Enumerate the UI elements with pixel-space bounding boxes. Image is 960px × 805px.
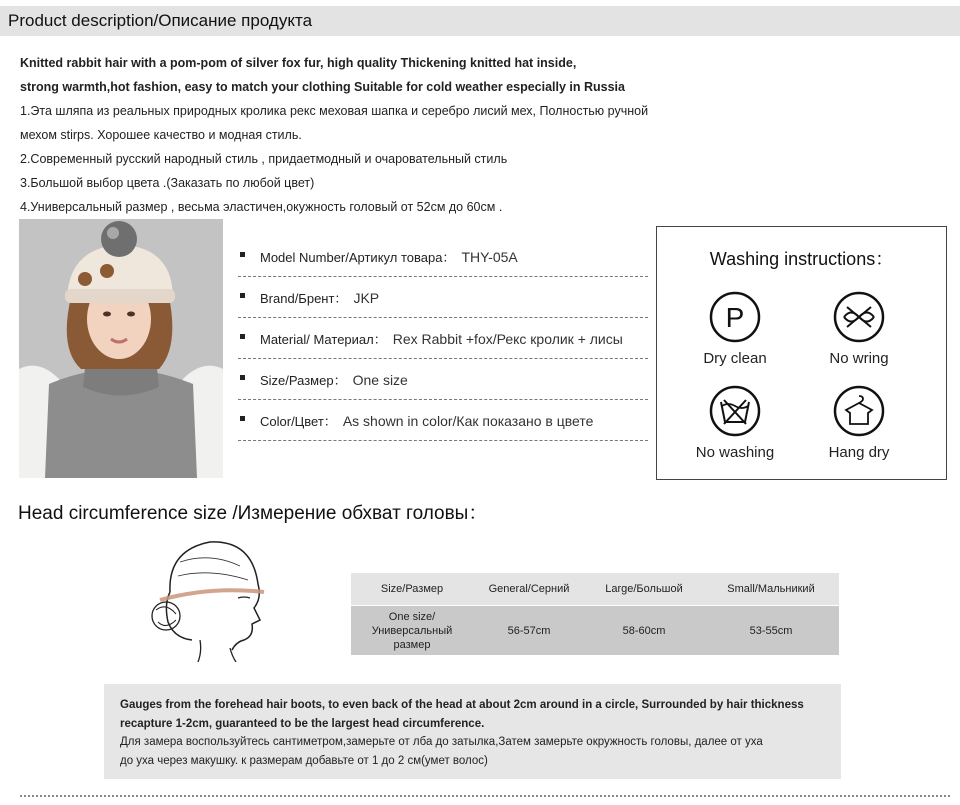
wash-item-no-wring [799,290,919,367]
spec-value: One size [352,372,408,388]
header-cell: Large/Большой [605,583,683,595]
bullet-icon [240,293,245,298]
spec-label: Color/Цвет： As shown in color/Как показано в цвете [260,413,594,429]
spec-row-color [238,400,648,441]
wash-label: Hang dry [828,444,890,461]
wash-item-dry-clean [675,290,795,367]
spec-value: THY-05A [461,249,518,265]
no-wring-icon [832,290,886,344]
section-header [0,6,960,36]
washing-title: Washing instructions： [709,249,894,269]
bullet-icon [240,375,245,380]
description-line: Knitted rabbit hair with a pom-pom of silver fox fur, high quality Thickening knitted hat inside, [20,56,577,70]
wash-item-no-washing [675,384,795,461]
product-photo [19,219,223,478]
spec-row-size [238,359,648,400]
bottom-divider [20,795,950,797]
size-table-header [351,573,839,606]
spec-label: Size/Размер： One size [260,372,408,388]
spec-value: JKP [353,290,380,306]
spec-row-model [238,236,648,277]
head-circumference-title: Head circumference size /Измерение обхват головы： [18,503,488,524]
description-line: 1.Эта шляпа из реальных природных кролика рекс меховая шапка и серебро лисий мех, Полностью ручной [20,104,649,118]
small-cell: 53-55cm [749,624,793,637]
product-description [20,51,950,219]
bullet-icon [240,416,245,421]
spec-list [238,236,648,441]
description-line: 4.Универсальный размер , весьма эластичен,окужность головый от 52см до 60см . [20,200,503,214]
description-line: 2.Современный русский народный стиль , придаетмодный и очаровательный стиль [20,152,508,166]
table-row [351,606,839,655]
svg-text:P: P [725,302,745,333]
head-profile-illustration [140,532,270,662]
header-cell: Size/Размер [380,583,444,595]
header-cell: Small/Мальникий [727,583,815,595]
size-table [351,573,839,655]
bullet-icon [240,334,245,339]
wash-label: No wring [829,350,889,367]
general-cell: 56-57cm [507,624,551,637]
model-wearing-hat-illustration [19,219,223,478]
no-washing-icon [708,384,762,438]
spec-label: Model Number/Артикул товара： THY-05A [260,249,518,265]
spec-value: As shown in color/Как показано в цвете [342,413,594,429]
wash-label: No washing [695,444,775,461]
spec-value: Rex Rabbit +fox/Рекс кролик + лисы [392,331,623,347]
measurement-note [104,684,841,779]
size-cell: One size/ Универсальный размер [371,610,453,651]
note-line: Gauges from the forehead hair boots, to even back of the head at about 2cm around in a circle, Surrounded by hair thickness [120,699,804,711]
description-line: 3.Большой выбор цвета .(Заказать по любой цвет) [20,176,315,190]
washing-instructions-panel [656,226,947,480]
dry-clean-icon [708,290,762,344]
bullet-icon [240,252,245,257]
wash-item-hang-dry [799,384,919,461]
section-header-title: Product description/Описание продукта [8,11,313,30]
spec-label: Material/ Материал： Rex Rabbit +fox/Рекс кролик + лисы [260,331,623,347]
large-cell: 58-60cm [622,624,666,637]
description-line: strong warmth,hot fashion, easy to match your clothing Suitable for cold weather especially in Russia [20,80,625,94]
spec-row-brand [238,277,648,318]
note-line: recapture 1-2cm, guaranteed to be the largest head circumference. [120,717,485,730]
header-cell: General/Серний [488,583,570,595]
note-line: Для замера воспользуйтесь сантиметром,замерьте от лба до затылка,Затем замерьте окружность головы, далее от уха [120,736,763,748]
hang-dry-icon [832,384,886,438]
head-measurement-sketch [140,532,270,662]
note-line: до уха через макушку. к размерам добавьте от 1 до 2 см(умет волос) [120,754,488,767]
wash-label: Dry clean [703,350,767,367]
spec-label: Brand/Брент： JKP [260,290,380,306]
description-line: мехом stirps. Хорошее качество и модная стиль. [20,128,302,142]
spec-row-material [238,318,648,359]
